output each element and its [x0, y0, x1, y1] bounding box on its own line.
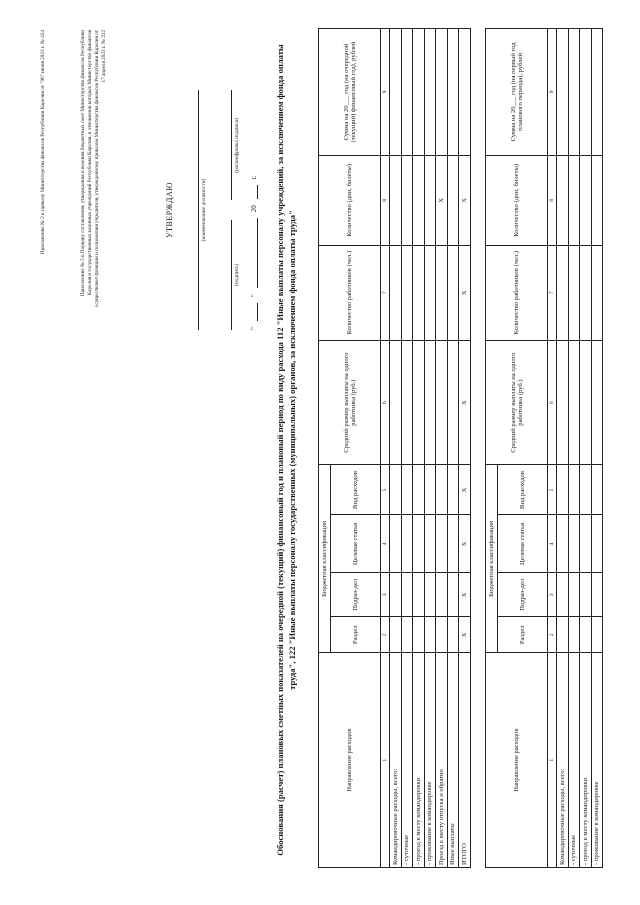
table-row: Командировочные расходы, всего:: [557, 29, 569, 868]
month-blank: [257, 218, 258, 288]
day-blank: [257, 303, 258, 321]
table-row-total: ИТОГО Х Х Х Х Х Х Х: [459, 29, 471, 868]
header-sum: Сумма на 20___ год (на очередной (текущий) финансовый год), рублей: [319, 29, 381, 156]
signature-row: [221, 90, 240, 330]
table-row: - проживание в командировке: [591, 29, 603, 868]
header-sum: Сумма на 20___ год (на первый год планового периода), рублей: [486, 29, 548, 156]
header-count: Количество (дни, билеты): [319, 155, 381, 245]
header-target: Целевая статья: [331, 515, 381, 573]
estimate-table-current-year: [318, 28, 471, 868]
decode-line: [221, 90, 232, 200]
header-section: Раздел: [331, 617, 381, 653]
header-subsection: Подраз-дел: [331, 573, 381, 617]
estimate-table-first-plan-year: [485, 28, 603, 868]
decode-caption: (расшифровка подписи): [234, 117, 240, 173]
header-avg-payment: Средний размер выплаты на одного работника (руб.): [319, 340, 381, 465]
header-kind: Вид расходов: [498, 465, 548, 515]
header-workers: Количество работников (чел.): [486, 245, 548, 340]
header-section: Раздел: [498, 617, 548, 653]
header-direction: Направление расходов: [319, 653, 381, 868]
header-count: Количество (дни, билеты): [486, 155, 548, 245]
position-caption: (наименование должности): [201, 178, 207, 242]
signature-caption: (подпись): [234, 263, 240, 286]
table-row: - проезд к месту командировки: [580, 29, 592, 868]
column-number-row: 1 2 3 4 5 6 7 8 9: [548, 29, 557, 868]
document-title: Обоснования (расчет) плановых сметных показателей на очередной (текущий) финансовый год и плановый период по виду расхода 112 "Иные выплаты персоналу учреждений, за исключением фонда оплаты труда", 122 "Иные выплаты персоналу государственных (муниципальных) органов, за исключением фонда оплаты труда": [275, 44, 297, 856]
appendix-note-procedure: Приложение № 5 к Порядку составления, утверждения и ведения бюджетных смет Министерства финансов Республики Карелия и государственных казенных учреждений Республики Карелия, в отношении которых Министерство финансов осуществляет функции и полномочия учредителя, утвержденному приказом Министерства финансов Республики Карелия от 17 апреля 2023 г. № 222: [80, 30, 107, 308]
table-row: Проезд к месту отпуска и обратно Х: [436, 29, 448, 868]
header-avg-payment: Средний размер выплаты на одного работника (руб.): [486, 340, 548, 465]
header-budget-class: Бюджетная классификация: [486, 465, 498, 653]
signature-line: [221, 220, 232, 330]
year-blank: [257, 185, 258, 199]
header-budget-class: Бюджетная классификация: [319, 465, 331, 653]
table-row: - суточные: [401, 29, 413, 868]
table-row: - проживание в командировке: [424, 29, 436, 868]
position-line: [188, 90, 199, 330]
header-subsection: Подраз-дел: [498, 573, 548, 617]
approval-block: [165, 90, 258, 330]
table-row: Командировочные расходы, всего:: [390, 29, 402, 868]
header-workers: Количество работников (чел.): [319, 245, 381, 340]
table-row: Иные выплаты: [447, 29, 459, 868]
appendix-note-order: Приложение № 2 к приказу Министерства финансов Республики Карелия от "06" июня 2023 г. № 424: [40, 30, 46, 255]
column-number-row: 1 2 3 4 5 6 7 8 9: [381, 29, 390, 868]
approve-heading: УТВЕРЖДАЮ: [165, 181, 174, 239]
table-row: - суточные: [568, 29, 580, 868]
header-target: Целевая статья: [498, 515, 548, 573]
header-kind: Вид расходов: [331, 465, 381, 515]
table-row: - проезд к месту командировки: [413, 29, 425, 868]
date-row: " " 20 г.: [250, 175, 258, 330]
header-direction: Направление расходов: [486, 653, 548, 868]
